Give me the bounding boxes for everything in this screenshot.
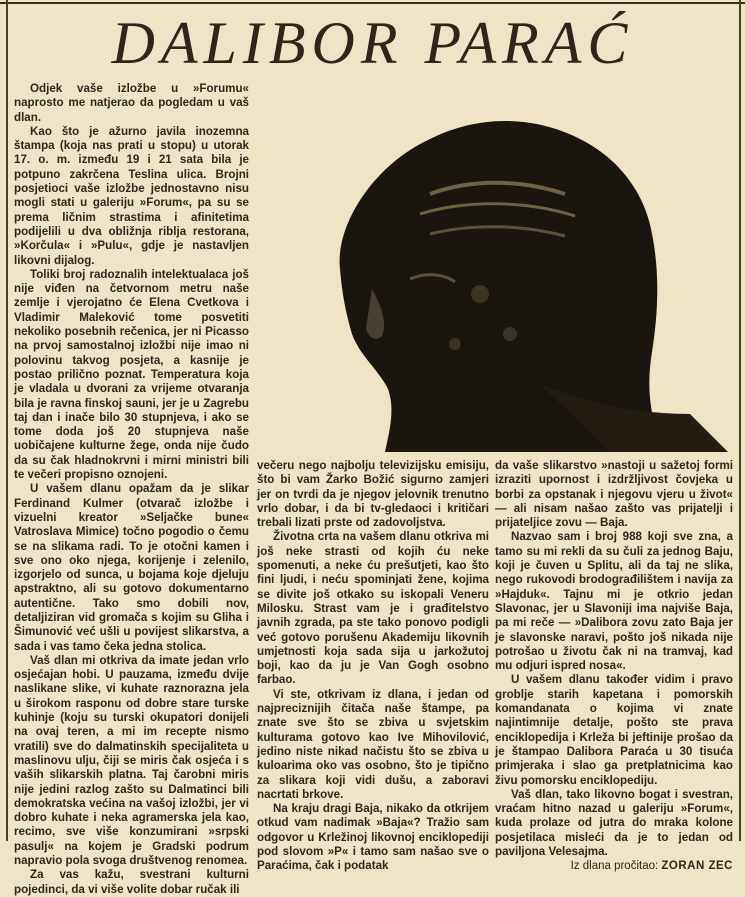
byline-label: Iz dlana pročitao: bbox=[570, 860, 659, 873]
paragraph: Vaš dlan mi otkriva da imate jedan vrlo osjećajan hobi. U pauzama, između dvije naslikane slike, vi kuhate raznorazna jela u širokom rasponu od dobre stare turske kuhinje (koju su turski okupatori donijeli na ovaj teren, a mi im recepte nismo vratili) sve do dalmatinskih specijaliteta u maslinovu ulju, čiji se miris čak osjeća i s vaših slikarskih platna. Taj čarobni miris nije jedini razlog zašto su Dalmatinci bili demokratska većina na vašoj izložbi, jer vi dobro kuhate i neka agramerska jela kao, recimo, sve više konzumirani »srpski pasulj« na kojem je Gradski podrum napravio pola svoga društvenog renomea. bbox=[14, 653, 249, 868]
highlight bbox=[471, 285, 489, 303]
portrait-photo bbox=[280, 84, 728, 452]
top-rule bbox=[0, 2, 745, 4]
paragraph: U vašem dlanu opažam da je slikar Ferdinand Kulmer (otvarač izložbe i vizuelni kreator »Seljačke bune« Vatroslava Mimice) točno pogodio o čemu se na slikama radi. To je otočni kamen i sve ono oko njega, korijenje i zelenilo, izgorjelo od sunca, u bojama koje djeluju apstraktno, ali su gotovo dokumentarno autentične. Tako smo dobili nov, detaljiziran vid gromača s kojim su Gliha i Šimunović već ušli u povijest slikarstva, a sada i vas tamo čeka jedna stolica. bbox=[14, 482, 249, 653]
paragraph: Za vas kažu, svestrani kulturni pojedinci, da vi više volite dobar ručak ili bbox=[14, 868, 249, 896]
head-silhouette bbox=[340, 121, 665, 452]
highlight bbox=[503, 327, 517, 341]
paragraph: Životna crta na vašem dlanu otkriva mi još neke strasti od kojih ću neke spomenuti, a neke ću prešutjeti, kao što fini ljudi, i neću spominjati žene, kojima se divite još otkako su iskopali Veneru Milosku. Strast vam je i građitelstvo javnih zgrada, pa ste tako ponovo podigli već gotovo porušenu Akademiju likovnih umjetnosti koja sada sija u jarkožutoj boji, kao da ju je Van Gogh osobno farbao. bbox=[257, 530, 489, 687]
byline-author: ZORAN ZEC bbox=[661, 860, 733, 873]
portrait-illustration bbox=[280, 84, 728, 452]
paragraph: Nazvao sam i broj 988 koji sve zna, a tamo su mi rekli da su čuli za jednog Baju, koji je čuven u Splitu, ali da taj ne slika, nego rukovodi brodograđilištem i navija za »Hajduk«. Tajnu mi je otkrio jedan Slavonac, jer u Slavoniji ima najviše Baja, pa mi reče — »Dalibora zovu zato Baja jer je slavonske naravi, pošto još nikada nije potrošao u životu čak ni na tramvaj, kad mu odjuri ispred nosa«. bbox=[495, 530, 733, 673]
paragraph: večeru nego najbolju televizijsku emisiju, što bi vam Žarko Božić sigurno zamjeri jer on tvrdi da je njegov jelovnik trenutno vrlo dobar, i da bi tv-gledaoci i kritičari trebali lizati prste od zadovoljstva. bbox=[257, 459, 489, 530]
byline bbox=[495, 859, 733, 873]
paragraph: U vašem dlanu također vidim i pravo groblje starih kapetana i pomorskih komandanata o kojima vi znate najintimnije detalje, pošto ste prava enciklopedija i Krleža bi jeftinije prošao da je štampao Dalibora Paraća u 30 tisuća primjeraka i slao ga pretplatnicima kao živu pomorsku enciklopediju. bbox=[495, 673, 733, 787]
paragraph: Vaš dlan, tako likovno bogat i svestran, vraćam hitno nazad u galeriju »Forum«, kuda prolaze od jutra do mraka kolone posjetilaca misleći da je to jedan od paviljona Velesajma. bbox=[495, 787, 733, 859]
paragraph: Kao što je ažurno javila inozemna štampa (koja nas prati u stopu) u utorak 17. o. m. između 19 i 21 sata bila je potpuno zakrčena Teslina ulica. Brojni posjetioci vaše izložbe jednostavno nisu mogli stati u galeriju »Forum«, pa su se prema ličnim strastima i afinitetima podijelili u dva obližnja riblja restorana, »Korčula« i »Pulu«, gdje je nastavljen likovni dijalog. bbox=[14, 124, 249, 267]
column-2 bbox=[257, 459, 489, 874]
column-3 bbox=[495, 459, 733, 874]
highlight bbox=[449, 338, 461, 350]
paragraph: da vaše slikarstvo »nastoji u sažetoj formi izraziti upornost i izdržljivost čovjeka u borbi za opstanak i njegovu vjeru u život« — ali nisam našao zašto vas prijatelji i prijateljice zovu — Baja. bbox=[495, 459, 733, 530]
right-border bbox=[739, 0, 741, 841]
paragraph: Na kraju dragi Baja, nikako da otkrijem otkud vam nadimak »Baja«? Tražio sam odgovor u Krležinoj likovnoj enciklopediji pod slovom »P« i tamo sam našao sve o Paraćima, čak i podatak bbox=[257, 802, 489, 873]
paragraph: Odjek vaše izložbe u »Forumu« naprosto me natjerao da pogledam u vaš dlan. bbox=[14, 82, 249, 124]
paragraph: Vi ste, otkrivam iz dlana, i jedan od najpreciznijih čitača naše štampe, pa znate sve što se zbiva u svjetskim kulturama gotovo kao Ive Mihovilović, jedino niste nikad načistu što se zbiva u kuloarima oko vas osobno, što je tipično za slikara koji vidi dušu, a zaboravi nacrtati brkove. bbox=[257, 687, 489, 801]
article-title: DALIBOR PARAĆ bbox=[111, 10, 634, 76]
left-border bbox=[6, 0, 8, 841]
column-1 bbox=[14, 82, 249, 897]
paragraph: Toliki broj radoznalih intelektualaca još nije viđen na četvornom metru naše zemlje i vjerojatno će Elena Cvetkova i Vladimir Maleković tome posvetiti nekoliko posebnih rečenica, jer ni Picasso na prvoj samostalnoj izložbi nije imao ni polovinu takvog posjeta, a kasnije je postao prilično poznat. Temperatura koja je vladala u dvorani za vrijeme otvaranja bila je ravna finskoj sauni, jer je u Zagrebu taj dan i inače bilo 30 stupnjeva, i ako se tome doda još 20 stupnjeva naše uobičajene kulturne žege, onda nije čudo da su čak hladnokrvni i mirni ministri bili te večeri propisno oznojeni. bbox=[14, 267, 249, 482]
